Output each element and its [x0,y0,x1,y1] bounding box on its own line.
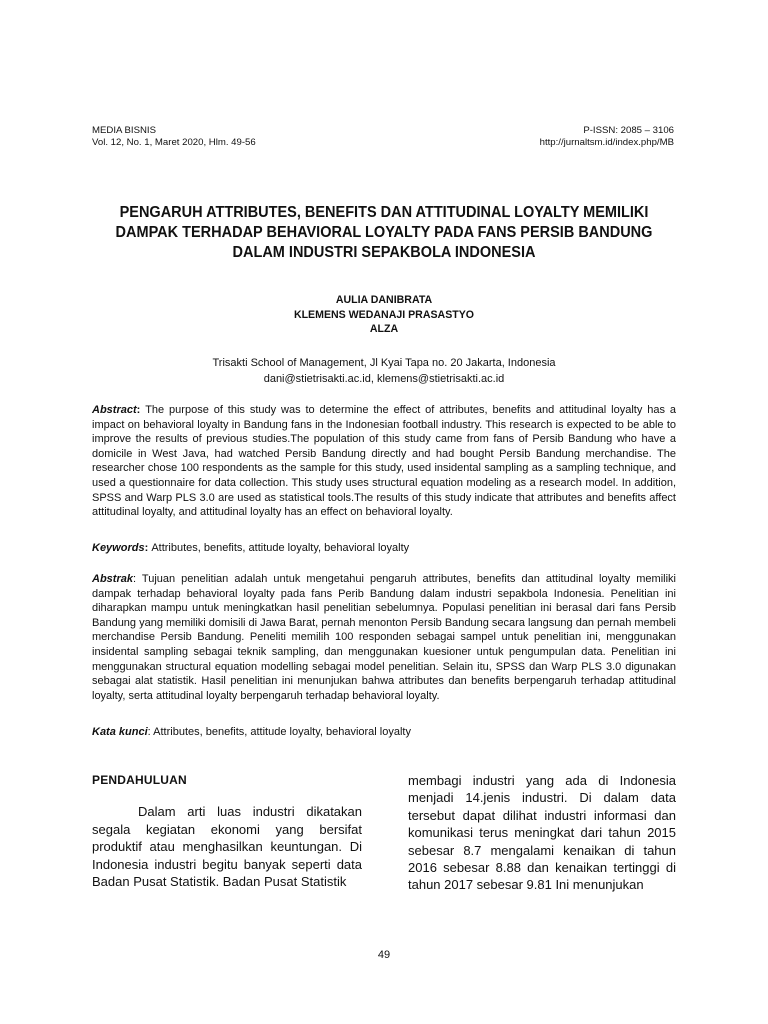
paper-title: PENGARUH ATTRIBUTES, BENEFITS DAN ATTITUDINAL LOYALTY MEMILIKI DAMPAK TERHADAP BEHAVIORAL LOYALTY PADA FANS PERSIB BANDUNG DALAM INDUSTRI SEPAKBOLA INDONESIA [115,204,653,261]
abstrak-label: Abstrak [92,573,133,585]
running-header-right [540,125,674,149]
abstrak-sep: : [132,573,142,585]
section-heading: PENDAHULUAN [92,773,187,787]
abstract-label: Abstract [92,404,137,416]
kata-kunci-sep: : [147,726,154,738]
author-2: KLEMENS WEDANAJI PRASASTYO [293,308,475,321]
keywords-text: Attributes, benefits, attitude loyalty, behavioral loyalty [151,542,410,554]
author-1: AULIA DANIBRATA [335,294,433,306]
keywords-label: Keywords [92,542,145,554]
abstract-text: The purpose of this study was to determine the effect of attributes, benefits and attitudinal loyalty has a impact on behavioral loyalty in Bandung fans in the Indonesian football industry. This research is expected to be able to improve the results of previous studies.The population of this study came from fans of Persib Bandung who have a domicile in West Java, had watched Persib Bandung directly and had bought Persib Bandung merchandise. The researcher chose 100 respondents as the sample for this study, used insidental sampling as a sampling technique, and used a questionnaire for data collection. This study uses structural equation modeling as a research model. In addition, SPSS and Warp PLS 3.0 are used as statistical tools.The results of this study indicate that attributes and benefits affect attitudinal loyalty, and attitudinal loyalty has an effect on behavioral loyalty. [92,404,676,519]
journal-url: http://jurnaltsm.id/index.php/MB [539,137,674,148]
keywords-indonesian [92,725,676,740]
author-emails: dani@stietrisakti.ac.id, klemens@stietrisakti.ac.id [263,373,505,385]
abstract-english [92,403,676,520]
abstrak-text: Tujuan penelitian adalah untuk mengetahui pengaruh attributes, benefits dan attitudinal loyalty memiliki dampak terhadap behavioral loyalty pada fans Perib Bandung dalam industri sepakbola Indonesia. Penelitian ini diharapkan mampu untuk meningkatkan hasil penelitian sebelumnya. Populasi penelitian ini berasal dari fans Persib Bandung yang memiliki domisili di Jawa Barat, pernah menonton Persib Bandung secara langsung dan pernah membeli merchandise Persib Bandung. Peneliti memilih 100 responden sebagai sampel untuk penelitian ini, menggunakan insidental sampling sebagai teknik sampling, dan menggunakan kuesioner untuk pengumpulan data. Penelitian ini menggunakan structural equation modelling sebagai model penelitian. Selain itu, SPSS dan Warp PLS 3.0 digunakan sebagai alat statistik. Hasil penelitian ini menunjukan bahwa attributes dan benefits berpengaruh terhadap attitudinal loyalty, serta attitudinal loyalty berpengaruh terhadap behavioral loyalty. [92,573,676,702]
kata-kunci-text: Attributes, benefits, attitude loyalty, behavioral loyalty [153,726,411,738]
kata-kunci-label: Kata kunci [92,726,148,738]
body-column-right [408,772,676,894]
abstract-indonesian [92,572,676,703]
keywords-english [92,541,676,556]
body-column-left [92,772,362,890]
author-list [0,293,768,337]
page-number: 49 [377,949,391,961]
author-3: ALZA [369,323,399,335]
journal-issn: P-ISSN: 2085 – 3106 [583,125,674,136]
abstract-sep: : [136,404,146,416]
journal-name: MEDIA BISNIS [92,125,156,136]
body-paragraph-left: Dalam arti luas industri dikatakan segala kegiatan ekonomi yang bersifat produktif atau menghasilkan keuntungan. Di Indonesia industri begitu banyak seperti data Badan Pusat Statistik. Badan Pusat Statistik [92,804,362,890]
running-header-left [92,125,256,149]
affiliation-block [0,355,768,387]
keywords-sep: : [144,542,152,554]
affiliation: Trisakti School of Management, Jl Kyai Tapa no. 20 Jakarta, Indonesia [212,357,556,369]
body-paragraph-right: membagi industri yang ada di Indonesia menjadi 14.jenis industri. Di dalam data tersebut dapat dilihat industri informasi dan komunikasi terus meningkat dari tahun 2015 sebesar 8.7 mengalami kenaikan di tahun 2016 sebesar 8.88 dan kenaikan tertinggi di tahun 2017 sebesar 9.81 Ini menunjukan [408,773,676,893]
journal-volume: Vol. 12, No. 1, Maret 2020, Hlm. 49-56 [92,137,256,148]
